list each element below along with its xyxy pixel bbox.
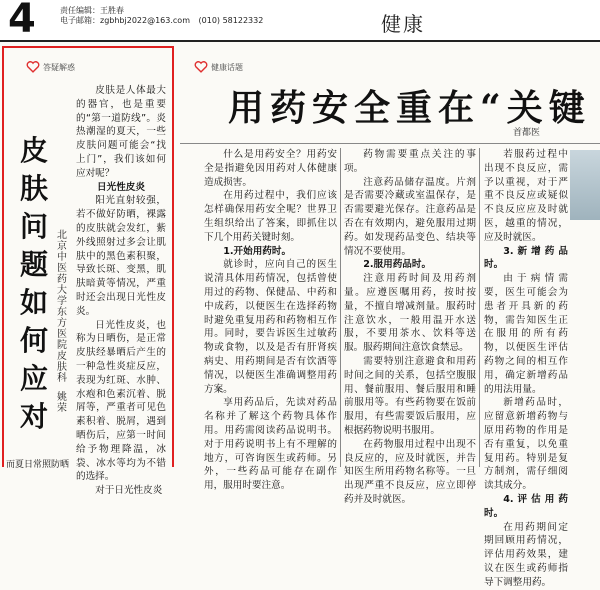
article-column-3	[484, 148, 568, 588]
title-char: 何	[20, 324, 49, 357]
paragraph: 由于病情需要，医生可能会为患者开具新的药物，需告知医生正在服用的所有药物，以便医生评估药物之间的相互作用，确定新增药品的用法用量。	[484, 273, 568, 395]
article-photo	[570, 150, 600, 220]
paragraph: 阳光直射较强，若不做好防晒，裸露的皮肤就会发红，紫外线照射过多会让肌肤中的黑色素积聚，导致长斑、变黑，肌肤暗黄等情况，严重时还会出现日光性皮炎。	[76, 195, 166, 317]
editor-email: 电子邮箱：zgbhbj2022@163.com	[60, 16, 190, 25]
paragraph: 在用药期间定期回顾用药情况，评估用药效果，建议在医生或药师指导下调整用药。	[484, 521, 568, 588]
left-column-continued: 而夏日常照防晒	[6, 460, 70, 470]
paragraph: 药物需要重点关注的事项。	[344, 149, 476, 174]
author-name: 姚荣	[57, 392, 67, 414]
subheading: 日光性皮炎	[97, 181, 145, 193]
editor-contact	[60, 16, 269, 26]
paragraph: 若服药过程中出现不良反应，需予以重视，对于严重不良反应或疑似不良反应应及时就医，越重的情况，应及时就医。	[484, 149, 568, 243]
paragraph: 什么是用药安全？用药安全是指避免因用药对人体健康造成损害。	[204, 149, 337, 188]
left-column-body	[76, 84, 166, 497]
paragraph: 需要特别注意避食和用药时间之间的关系，包括空腹服用、餐前服用、餐后服用和睡前服用等。有些药物要在饭前服用，有些需要饭后服用，应根据药物说明书服用。	[344, 355, 476, 436]
article-column-2	[344, 148, 476, 505]
paragraph: 享用药品后，先读对药品名称并了解这个药物具体作用。用药需阅读药品说明书。对于用药说明书上有不理解的地方，可咨询医生或药师。另外，一些药品可能存在副作用，服用时要注意。	[204, 397, 337, 492]
subheading: 1.开始用药时。	[223, 245, 292, 257]
title-char: 应	[20, 362, 49, 395]
subheading: 4.评估用药时。	[484, 493, 568, 519]
paragraph: 注意药品储存温度。片剂是否需要冷藏或室温保存，是否需要避光保存。注意药品是否在有效期内，避免服用过期药。如发现药品变色、结块等情况不要使用。	[344, 176, 476, 257]
author-affiliation: 北京中医药大学东方医院皮肤科	[57, 230, 67, 384]
title-char: 如	[20, 286, 49, 319]
title-char: 题	[20, 248, 49, 281]
column-divider	[340, 148, 341, 467]
paragraph: 对于日光性皮炎	[95, 485, 163, 497]
health-topic-label: 健康话题	[211, 62, 243, 72]
paragraph: 皮肤是人体最大的器官，也是重要的“第一道防线”。炎热潮湿的夏天，一些皮肤问题可能会“找上门”，我们该如何应对呢？	[76, 85, 166, 179]
title-char: 皮	[20, 134, 49, 167]
page-number: 4	[8, 0, 36, 42]
paragraph: 日光性皮炎，也称为日晒伤，是正常皮肤经暴晒后产生的一种急性炎症反应，表现为红斑、水肿、水疱和色素沉着、脱屑等，严重者可见色素积着、脱屑，遇到晒伤后，应第一时间给予物理降温，冰袋、冰水等均为不错的选择。	[76, 319, 166, 483]
subheading: 2.服用药品时。	[363, 259, 432, 271]
editor-info	[60, 6, 269, 26]
main-headline: 用药安全重在“关键	[228, 87, 591, 129]
title-char: 问	[20, 210, 49, 243]
byline: 首都医	[513, 128, 541, 138]
article-title-vertical	[20, 132, 50, 436]
author-vertical	[57, 230, 69, 414]
section-title: 健康	[381, 12, 425, 36]
title-char: 对	[20, 400, 49, 433]
paragraph: 注意用药时间及用药剂量。应遵医嘱用药，按时按量，不擅自增减剂量。服药时注意饮水，一般用温开水送服，不要用茶水、饮料等送服。服药期间注意饮食禁忌。	[344, 273, 476, 354]
paragraph: 在药物服用过程中出现不良反应的，应及时就医，并告知医生所用药物名称等。一旦出现严重不良反应，应立即停药并及时就医。	[344, 438, 476, 505]
heart-icon	[194, 60, 208, 74]
column-divider	[479, 148, 480, 467]
editor-phone: (010) 58122332	[198, 16, 264, 25]
heart-icon	[26, 60, 40, 74]
editor-name: 责任编辑：王胜春	[60, 6, 124, 15]
page-header	[0, 0, 600, 42]
qa-tag	[26, 60, 75, 74]
paragraph: 新增药品时，应留意新增药物与原用药物的作用是否有重复，以免重复用药。特别是复方制剂，需仔细阅读其成分。	[484, 397, 568, 492]
article-column-1	[204, 148, 337, 492]
qa-tag-label: 答疑解惑	[43, 62, 75, 72]
paragraph: 就诊时，应向自己的医生说清具体用药情况，包括曾使用过的药物、保健品、中药和中成药，以便医生在选择药物时避免重复用药和药物相互作用。同时，要告诉医生过敏药物或食物，以及是否有肝肾疾病史、用药期间是否有饮酒等情况，以便医生准确调整用药方案。	[204, 259, 337, 395]
health-topic-tag	[194, 60, 243, 74]
title-char: 肤	[20, 172, 49, 205]
paragraph: 在用药过程中，我们应该怎样确保用药安全呢？世界卫生组织给出了答案，即抓住以下几个用药关键时刻。	[204, 190, 337, 243]
subheading: 3.新增药品时。	[484, 245, 568, 271]
divider	[180, 143, 600, 144]
